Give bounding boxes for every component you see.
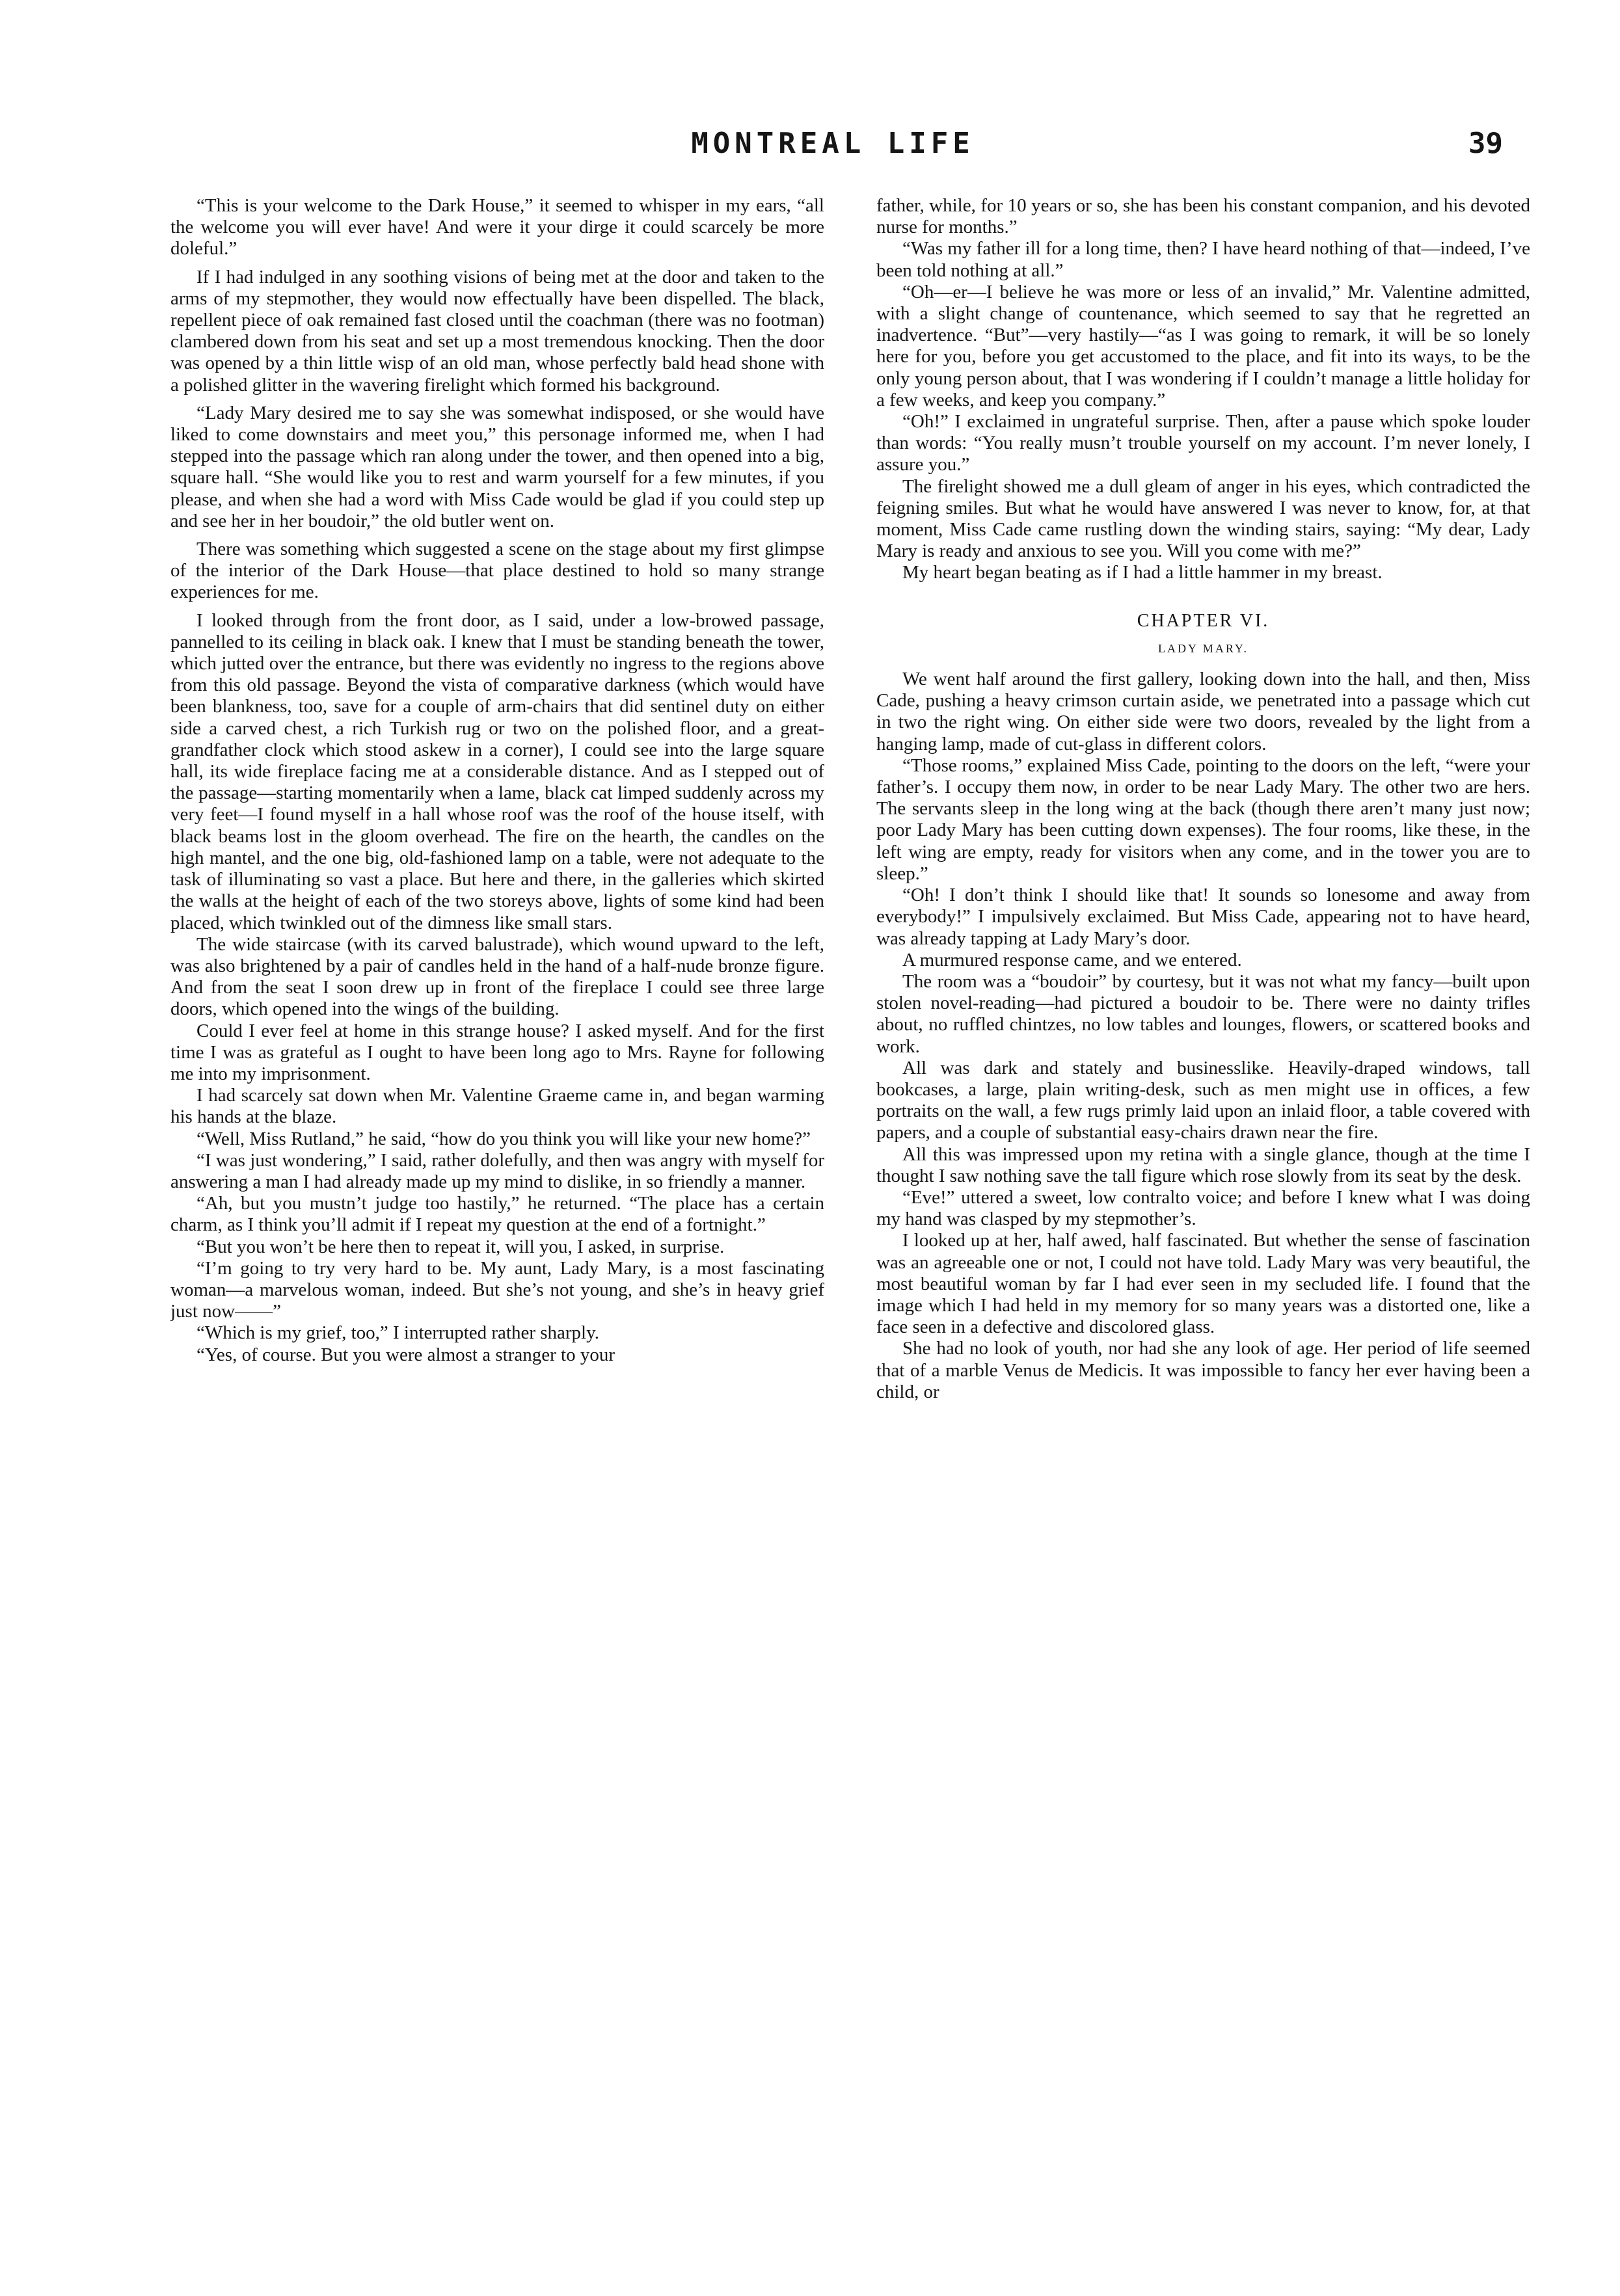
paragraph: “Oh—er—I believe he was more or less of an invalid,” Mr. Valentine admitted, with a slight change of countenance, which seemed to say that he regretted an inadvertence. “But”—very hastily—“as I was going to remark, it will be so lonely here for you, before you get accustomed to the place, and fit into its ways, to be the only young person about, that I was wondering if I couldn’t manage a little holiday for a few weeks, and keep you company.” xyxy=(876,281,1530,410)
journal-title: MONTREAL LIFE xyxy=(691,127,975,160)
paragraph: My heart began beating as if I had a little hammer in my breast. xyxy=(902,562,1383,583)
paragraph: “Which is my grief, too,” I interrupted rather sharply. xyxy=(196,1322,599,1344)
paragraph: “I was just wondering,” I said, rather dolefully, and then was angry with myself for answering a man I had already made up my mind to dislike, in so friendly a manner. xyxy=(170,1149,824,1192)
paragraph: The room was a “boudoir” by courtesy, but it was not what my fancy—built upon stolen novel-reading—had pictured a boudoir to be. There were no dainty trifles about, no ruffled chintzes, no low tables and lounges, flowers, or scattered books and work. xyxy=(876,970,1530,1057)
right-column xyxy=(876,195,1530,2166)
paragraph: Could I ever feel at home in this strange house? I asked myself. And for the first time I was as grateful as I ought to have been long ago to Mrs. Rayne for following me into my imprisonment. xyxy=(170,1020,824,1084)
paragraph: “Eve!” uttered a sweet, low contralto voice; and before I knew what I was doing my hand was clasped by my stepmother’s. xyxy=(876,1186,1530,1230)
paragraph: A murmured response came, and we entered. xyxy=(902,949,1242,970)
paragraph: All this was impressed upon my retina with a single glance, though at the time I thought I saw nothing save the tall figure which rose slowly from its seat by the desk. xyxy=(876,1143,1530,1186)
paragraph: “Those rooms,” explained Miss Cade, pointing to the doors on the left, “were your father’s. I occupy them now, in order to be near Lady Mary. The other two are hers. The servants sleep in the long wing at the back (though there aren’t many just now; poor Lady Mary has been cutting down expenses). The four rooms, like these, in the left wing are empty, ready for visitors when any come, and in the tower you are to sleep.” xyxy=(876,754,1530,884)
paragraph: “Was my father ill for a long time, then? I have heard nothing of that—indeed, I’ve been told nothing at all.” xyxy=(876,238,1530,281)
paragraph: “Oh! I don’t think I should like that! It sounds so lonesome and away from everybody!” I impulsively exclaimed. But Miss Cade, appearing not to have heard, was already tapping at Lady Mary’s door. xyxy=(876,885,1530,949)
paragraph: If I had indulged in any soothing visions of being met at the door and taken to the arms of my stepmother, they would now effectually have been dispelled. The black, repellent piece of oak remained fast closed until the coachman (there was no footman) clambered down from his seat and set up a most tremendous knocking. Then the door was opened by a thin little wisp of an old man, whose perfectly bald head shone with a polished glitter in the wavering firelight which formed his background. xyxy=(170,266,824,395)
paragraph: father, while, for 10 years or so, she has been his constant companion, and his devoted nurse for months.” xyxy=(876,195,1530,238)
paragraph: “Well, Miss Rutland,” he said, “how do you think you will like your new home?” xyxy=(196,1128,811,1149)
paragraph: We went half around the first gallery, looking down into the hall, and then, Miss Cade, pushing a heavy crimson curtain aside, we penetrated into a passage which cut in two the right wing. On either side were two doors, revealed by the light from a hanging lamp, made of cut-glass in different colors. xyxy=(876,669,1530,754)
paragraph: “This is your welcome to the Dark House,” it seemed to whisper in my ears, “all the welcome you will ever have! And were it your dirge it could scarcely be more doleful.” xyxy=(170,195,824,260)
paragraph: “Lady Mary desired me to say she was somewhat indisposed, or she would have liked to come downstairs and meet you,” this personage informed me, when I had stepped into the passage which ran along under the tower, and then opened into a big, square hall. “She would like you to rest and warm yourself for a few minutes, if you please, and when she had a word with Miss Cade would be glad if you could step up and see her in her boudoir,” the old butler went on. xyxy=(170,402,824,531)
left-column xyxy=(170,195,824,2166)
paragraph: “Oh!” I exclaimed in ungrateful surprise. Then, after a pause which spoke louder than words: “You really musn’t trouble yourself on my account. I’m never lonely, I assure you.” xyxy=(876,411,1530,475)
paragraph: The firelight showed me a dull gleam of anger in his eyes, which contradicted the feigning smiles. But what he would have answered I was never to know, for, at that moment, Miss Cade came rustling down the winding stairs, saying: “My dear, Lady Mary is ready and anxious to see you. Will you come with me?” xyxy=(876,475,1530,562)
paragraph: The wide staircase (with its carved balustrade), which wound upward to the left, was also brightened by a pair of candles held in the hand of a half-nude bronze figure. And from the seat I soon drew up in front of the fireplace I could see three large doors, which opened into the wings of the building. xyxy=(170,933,824,1020)
chapter-title: LADY MARY. xyxy=(1157,641,1249,655)
paragraph: I had scarcely sat down when Mr. Valentine Graeme came in, and began warming his hands at the blaze. xyxy=(170,1085,824,1128)
paragraph: All was dark and stately and businesslike. Heavily-draped windows, tall bookcases, a large, plain writing-desk, such as men might use in offices, a few portraits on the wall, a few rugs primly laid upon an inlaid floor, a table covered with papers, and a couple of substantial easy-chairs drawn near the fire. xyxy=(876,1057,1530,1143)
chapter-heading: CHAPTER VI. xyxy=(1137,610,1270,631)
paragraph: “Ah, but you mustn’t judge too hastily,” he returned. “The place has a certain charm, as I think you’ll admit if I repeat my question at the end of a fortnight.” xyxy=(170,1193,824,1236)
page-number: 39 xyxy=(1468,127,1503,160)
paragraph: She had no look of youth, nor had she any look of age. Her period of life seemed that of a marble Venus de Medicis. It was impossible to fancy her ever having been a child, or xyxy=(876,1338,1530,1402)
paragraph: I looked through from the front door, as I said, under a low-browed passage, pannelled to its ceiling in black oak. I knew that I must be standing beneath the tower, which jutted over the entrance, but there was evidently no ingress to the regions above from this old passage. Beyond the vista of comparative darkness (which would have been blankness, too, save for a couple of arm-chairs that did sentinel duty on either side a carved chest, a rich Turkish rug or two on the polished floor, and a great-grandfather clock which stood askew in a corner), I could see into the large square hall, its wide fireplace facing me at a considerable distance. And as I stepped out of the passage—starting momentarily when a lame, black cat limped suddenly across my very feet—I found myself in a hall whose roof was the roof of the house itself, with black beams lost in the gloom overhead. The fire on the hearth, the candles on the high mantel, and the one big, old-fashioned lamp on a table, were not adequate to the task of illuminating so vast a place. But here and there, in the galleries which skirted the walls at the height of each of the two storeys above, lights of some kind had been placed, which twinkled out of the dimness like small stars. xyxy=(170,609,824,933)
paragraph: There was something which suggested a scene on the stage about my first glimpse of the interior of the Dark House—that place destined to hold so many strange experiences for me. xyxy=(170,539,824,603)
paragraph: “But you won’t be here then to repeat it, will you, I asked, in surprise. xyxy=(196,1236,725,1257)
paragraph: I looked up at her, half awed, half fascinated. But whether the sense of fascination was an agreeable one or not, I could not have told. Lady Mary was very beautiful, the most beautiful woman by far I had ever seen in my secluded life. I found that the image which I had held in my memory for so many years was a distorted one, like a face seen in a defective and discolored glass. xyxy=(876,1230,1530,1338)
paragraph: “I’m going to try very hard to be. My aunt, Lady Mary, is a most fascinating woman—a marvelous woman, indeed. But she’s not young, and she’s in heavy grief just now——” xyxy=(170,1257,824,1322)
running-head xyxy=(163,127,1503,166)
paragraph: “Yes, of course. But you were almost a stranger to your xyxy=(196,1344,615,1365)
